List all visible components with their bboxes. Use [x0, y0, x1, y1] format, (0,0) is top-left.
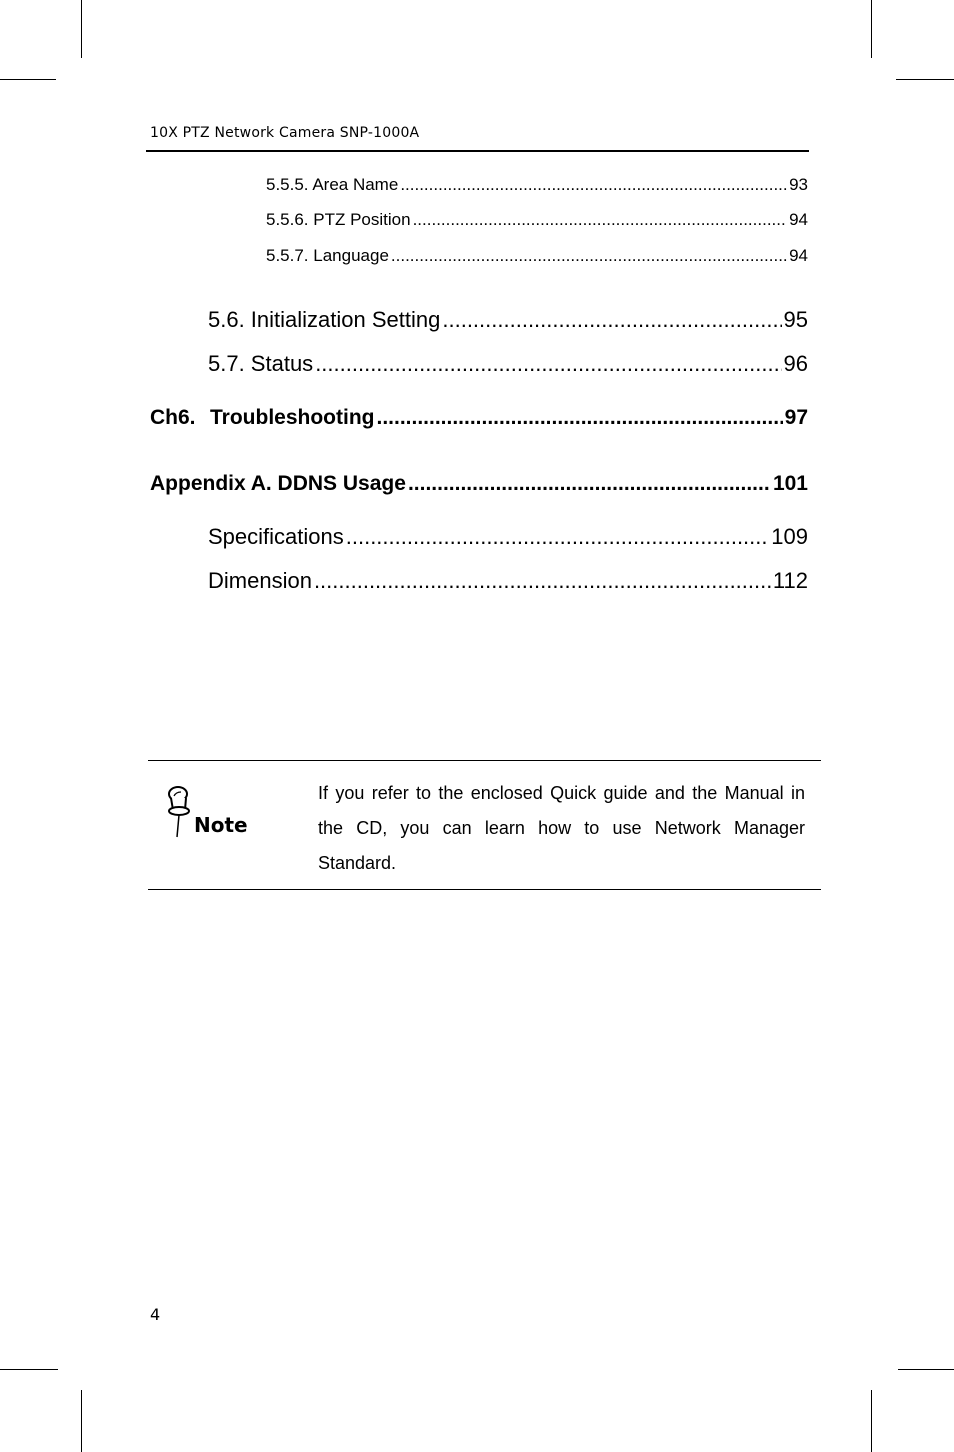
note-top-rule [148, 760, 821, 761]
note-label: Note [194, 813, 248, 837]
toc-leader [391, 246, 787, 266]
toc-label: 5.5.7. Language [266, 246, 389, 265]
toc-label: 5.7. Status [208, 351, 314, 376]
toc-entry-initialization-setting[interactable] [208, 307, 808, 333]
toc-leader [346, 524, 770, 550]
toc-entry-troubleshooting[interactable] [150, 406, 808, 430]
toc-label: 5.5.6. PTZ Position [266, 210, 411, 229]
toc-leader [400, 175, 787, 195]
crop-mark [871, 1390, 872, 1452]
toc-leader [315, 351, 781, 377]
toc-page: 93 [789, 175, 808, 194]
toc-leader [442, 307, 781, 333]
toc-page: 101 [772, 472, 808, 495]
toc-entry-status[interactable] [208, 351, 808, 377]
toc-page: 97 [784, 406, 808, 429]
header-rule [146, 150, 809, 152]
toc-page: 112 [772, 568, 808, 593]
toc-label: 5.5.5. Area Name [266, 175, 399, 194]
toc-leader [413, 210, 788, 230]
toc-leader [408, 472, 771, 496]
toc-page: 95 [783, 307, 808, 332]
toc-label [150, 406, 374, 430]
toc-label: Dimension [208, 568, 312, 593]
crop-mark [0, 79, 56, 80]
note-text: If you refer to the enclosed Quick guide and the Manual in the CD, you can learn how to use Network Manager Standard. [318, 783, 805, 873]
crop-mark [81, 1390, 82, 1452]
page-number: 4 [150, 1305, 161, 1324]
toc-leader [376, 406, 782, 430]
toc-page: 109 [771, 524, 808, 549]
toc-leader [314, 568, 771, 594]
toc-entry-ptz-position[interactable] [266, 210, 808, 230]
toc-label: 5.6. Initialization Setting [208, 307, 441, 332]
toc-entry-dimension[interactable] [208, 568, 808, 594]
chapter-number: Ch6. [150, 406, 196, 429]
crop-mark [896, 79, 954, 80]
crop-mark [0, 1369, 58, 1370]
running-header: 10X PTZ Network Camera SNP-1000A [150, 125, 420, 141]
chapter-title: Troubleshooting [210, 406, 375, 429]
note-bottom-rule [148, 889, 821, 890]
toc-entry-area-name[interactable] [266, 175, 808, 195]
toc-page: 94 [789, 246, 808, 265]
pushpin-icon [163, 784, 197, 840]
toc-label: Specifications [208, 524, 344, 549]
toc-entry-language[interactable] [266, 246, 808, 266]
crop-mark [81, 0, 82, 58]
toc-entry-ddns-usage[interactable] [150, 472, 808, 496]
toc-entry-specifications[interactable] [208, 524, 808, 550]
toc-page: 96 [783, 351, 808, 376]
crop-mark [871, 0, 872, 58]
toc-label: Appendix A. DDNS Usage [150, 472, 406, 495]
crop-mark [898, 1369, 954, 1370]
toc-page: 94 [789, 210, 808, 229]
